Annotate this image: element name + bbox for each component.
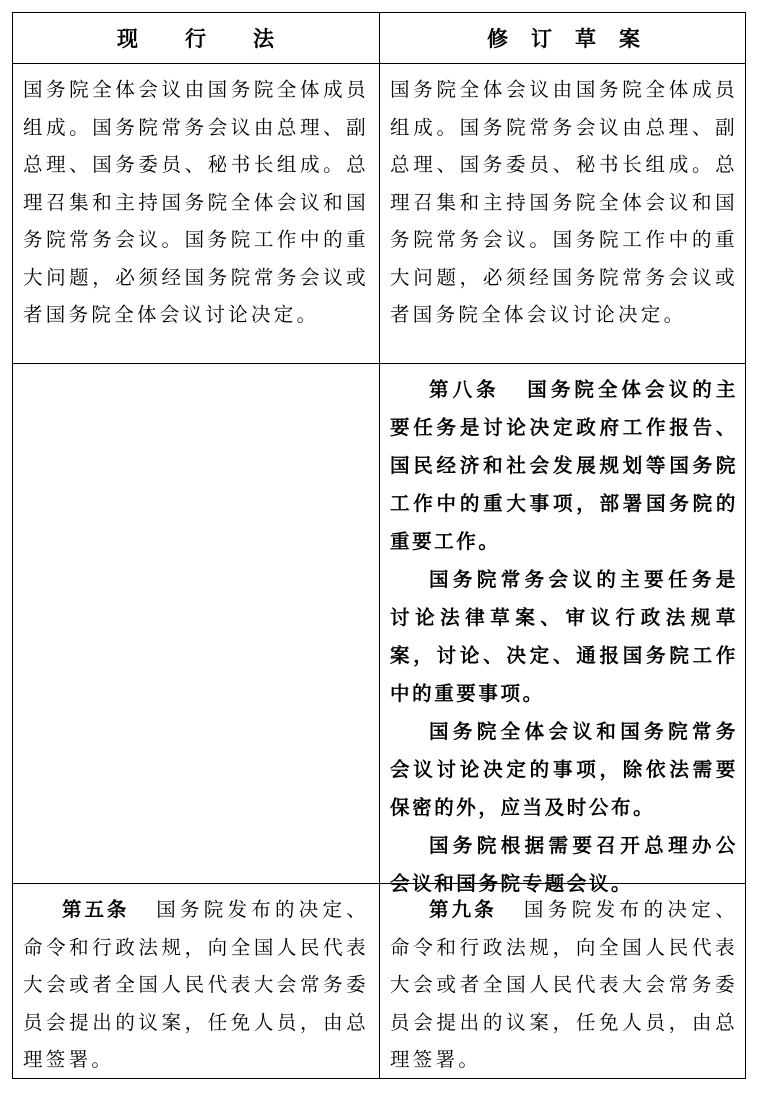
paragraph: 国务院全体会议由国务院全体成员组成。国务院常务会议由总理、副总理、国务委员、秘书长组成。总理召集和主持国务院全体会议和国务院常务会议。国务院工作中的重大问题，必须经国务院常务会议或者国务院全体会议讨论决定。 — [23, 78, 369, 326]
article-label: 第八条 — [429, 378, 500, 401]
paragraph: 国务院全体会议和国务院常务会议讨论决定的事项，除依法需要保密的外，应当及时公布。 — [390, 720, 738, 819]
row-divider — [13, 363, 745, 364]
article-paragraph — [390, 891, 738, 1079]
header-char: 订 — [531, 27, 553, 51]
article-paragraph — [23, 891, 369, 1079]
cell-revised-draft-row3 — [380, 891, 746, 1079]
header-current-law — [13, 13, 379, 63]
paragraph-text: 国务院发布的决定、命令和行政法规，向全国人民代表大会或者全国人民代表大会常务委员会提出的议案，任免人员，由总理签署。 — [23, 898, 369, 1071]
paragraph-text: 国务院全体会议的主要任务是讨论决定政府工作报告、国民经济和社会发展规划等国务院工作中的重大事项，部署国务院的重要工作。 — [390, 378, 738, 553]
paragraph: 国务院根据需要召开总理办公会议和国务院专题会议。 — [390, 834, 738, 895]
header-char: 现 — [117, 27, 139, 51]
article-paragraph — [390, 371, 738, 561]
header-char: 法 — [253, 27, 275, 51]
comparison-table — [12, 12, 746, 1079]
header-revised-draft — [380, 13, 746, 63]
article-label: 第九条 — [429, 898, 497, 921]
cell-current-law-row1 — [13, 71, 379, 361]
header-char: 草 — [575, 27, 597, 51]
cell-current-law-row3 — [13, 891, 379, 1079]
cell-current-law-row2-empty — [13, 371, 379, 881]
paragraph-text: 国务院发布的决定、命令和行政法规，向全国人民代表大会或者全国人民代表大会常务委员会提出的议案，任免人员，由总理签署。 — [390, 898, 738, 1071]
article-label: 第五条 — [62, 898, 130, 921]
paragraph: 国务院全体会议由国务院全体成员组成。国务院常务会议由总理、副总理、国务委员、秘书长组成。总理召集和主持国务院全体会议和国务院常务会议。国务院工作中的重大问题，必须经国务院常务会议或者国务院全体会议讨论决定。 — [390, 78, 738, 326]
header-char: 案 — [619, 27, 641, 51]
header-char: 行 — [185, 27, 207, 51]
cell-revised-draft-row2 — [380, 371, 746, 895]
cell-revised-draft-row1 — [380, 71, 746, 361]
row-divider — [13, 63, 745, 64]
paragraph: 国务院常务会议的主要任务是讨论法律草案、审议行政法规草案，讨论、决定、通报国务院工作中的重要事项。 — [390, 568, 738, 705]
header-char: 修 — [487, 27, 509, 51]
